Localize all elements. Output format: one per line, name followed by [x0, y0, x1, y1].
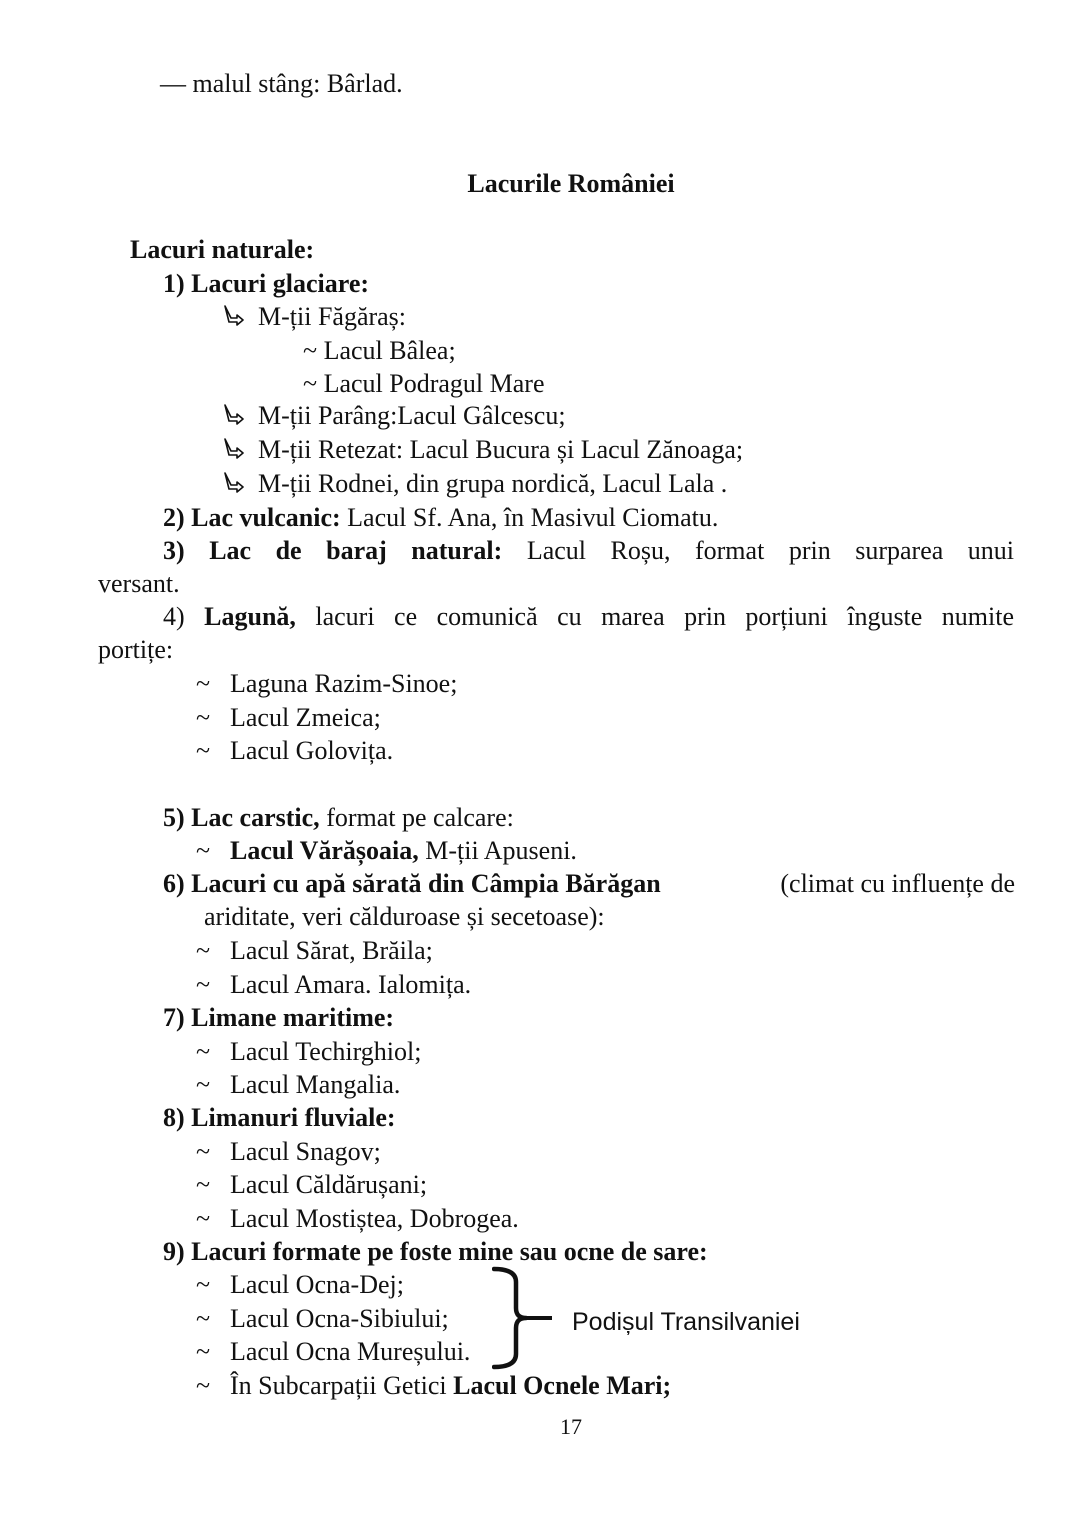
item-2-heading: Lac vulcanic: [191, 503, 341, 532]
arrow-icon [222, 472, 244, 494]
rodnei-text: M-ții Rodnei, din grupa nordică, Lacul Lala . [258, 469, 728, 498]
item-5-heading: Lac carstic, [191, 803, 320, 832]
list-item: ~ Lacul Mangalia. [196, 1070, 401, 1099]
item-6-text: (climat cu influențe de [780, 869, 1015, 898]
curly-brace-icon [492, 1266, 554, 1370]
item-8-heading: Limanuri fluviale: [191, 1103, 396, 1132]
retezat-text: M-ții Retezat: Lacul Bucura și Lacul Zănoaga; [258, 435, 744, 464]
item-5-number: 5) [163, 803, 185, 832]
item-2 [163, 502, 718, 534]
lake-balea: ~ Lacul Bâlea; [303, 336, 456, 365]
item-5 [163, 802, 514, 834]
item-4-text: lacuri ce comunică cu marea prin porțiuni înguste numite [295, 602, 1014, 631]
lake-podragu: ~ Lacul Podragul Mare [303, 369, 545, 398]
arrow-icon [222, 305, 244, 327]
item-2-number: 2) [163, 503, 185, 532]
page-title: Lacurile României [467, 169, 675, 198]
item-1-heading: Lacuri glaciare: [191, 269, 370, 298]
item-9-number: 9) [163, 1237, 185, 1266]
item-6-number: 6) [163, 869, 185, 898]
item-4 [98, 601, 1014, 633]
top-line: — malul stâng: Bârlad. [160, 69, 403, 98]
item-9 [163, 1236, 708, 1268]
item-3 [98, 535, 1014, 567]
glacier-parang [222, 400, 566, 432]
parang-text: M-ții Parâng:Lacul Gâlcescu; [258, 401, 566, 430]
arrow-icon [222, 404, 244, 426]
glacier-retezat [222, 434, 743, 466]
item-5-text: format pe calcare: [319, 803, 514, 832]
item-4-heading: Lagună, [204, 602, 296, 631]
item-8 [163, 1102, 396, 1134]
list-item: ~ Lacul Ocna Mureșului. [196, 1337, 471, 1366]
item-7-heading: Limane maritime: [191, 1003, 395, 1032]
item-7-number: 7) [163, 1003, 185, 1032]
item-3-number: 3) [163, 536, 185, 565]
list-item: ~ Lacul Mostiștea, Dobrogea. [196, 1204, 519, 1233]
item-7 [163, 1002, 394, 1034]
item-4-number: 4) [163, 602, 185, 631]
item-2-text: Lacul Sf. Ana, în Masivul Ciomatu. [340, 503, 719, 532]
item-9-heading: Lacuri formate pe foste mine sau ocne de sare: [191, 1237, 708, 1266]
item-4-continuation: portițe: [98, 635, 174, 664]
list-item: ~ Lacul Căldărușani; [196, 1170, 428, 1199]
list-item: ~ Lacul Vărășoaia, M-ții Apuseni. [196, 836, 577, 865]
arrow-icon [222, 438, 244, 460]
item-8-number: 8) [163, 1103, 185, 1132]
item-1-number: 1) [163, 269, 185, 298]
list-item: ~ Lacul Golovița. [196, 736, 394, 765]
region-label: Podișul Transilvaniei [572, 1308, 800, 1336]
item-3-continuation: versant. [98, 569, 180, 598]
item-3-heading: Lac de baraj natural: [209, 536, 503, 565]
list-item: ~ Lacul Amara. Ialomița. [196, 970, 472, 999]
fagaras-text: M-ții Făgăraș: [258, 302, 407, 331]
list-item: ~ Lacul Sărat, Brăila; [196, 936, 433, 965]
item-3-text: Lacul Roșu, format prin surparea unui [502, 536, 1015, 565]
item-1 [163, 268, 369, 300]
page-number: 17 [560, 1414, 582, 1439]
list-item: ~ Lacul Zmeica; [196, 703, 381, 732]
glacier-fagaras [222, 301, 406, 333]
glacier-rodnei [222, 468, 727, 500]
item-6-continuation: ariditate, veri călduroase și secetoase): [204, 902, 605, 931]
item-6 [163, 868, 1015, 900]
list-item: ~ Lacul Ocna-Dej; [196, 1270, 404, 1299]
list-item: ~ Laguna Razim-Sinoe; [196, 669, 458, 698]
item-6-heading: Lacuri cu apă sărată din Câmpia Bărăgan [191, 869, 661, 898]
list-item: ~ Lacul Snagov; [196, 1137, 381, 1166]
list-item: ~ Lacul Ocna-Sibiului; [196, 1304, 449, 1333]
list-item: ~ Lacul Techirghiol; [196, 1037, 422, 1066]
list-item: ~ În Subcarpații Getici Lacul Ocnele Mari; [196, 1371, 672, 1400]
section-heading: Lacuri naturale: [130, 235, 315, 264]
